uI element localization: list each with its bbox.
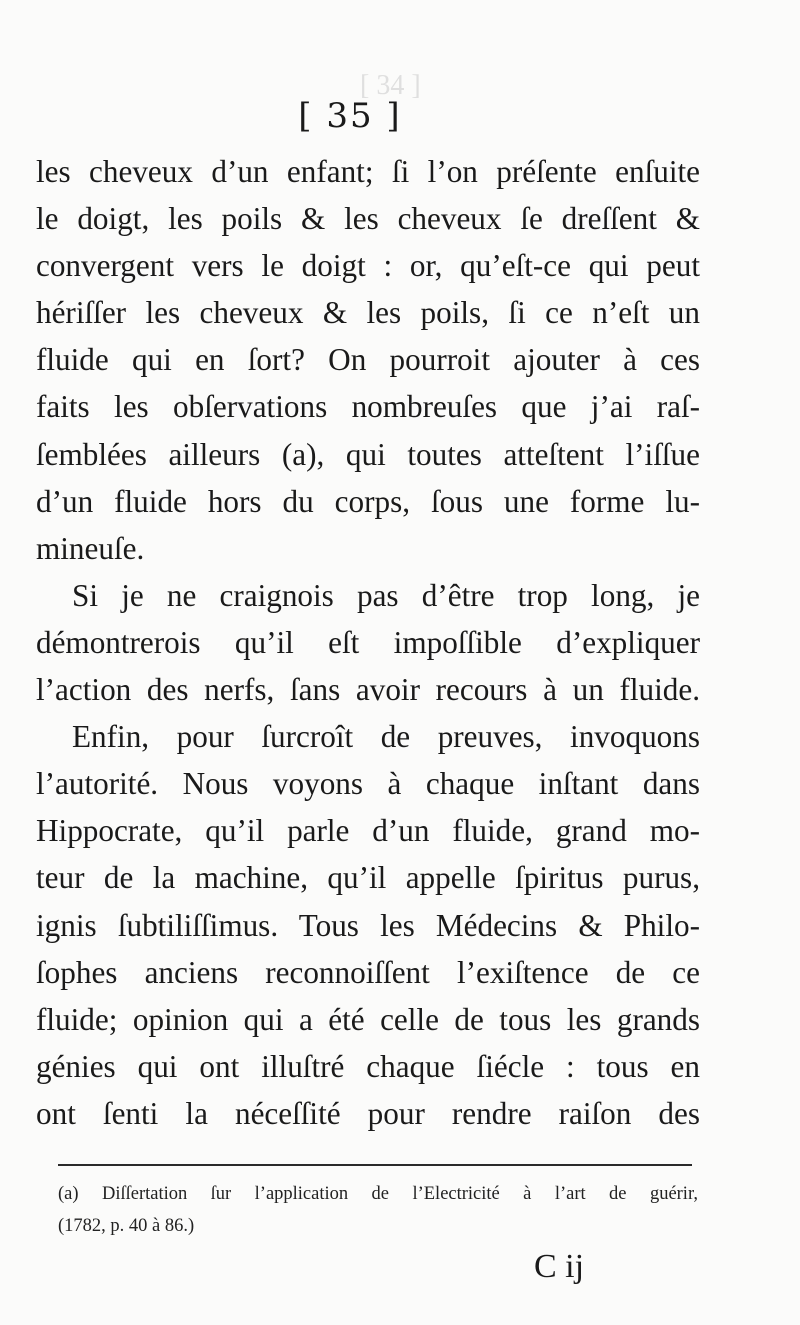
text-line: Si je ne craignois pas d’être trop long, je — [72, 577, 700, 613]
text-line: faits les obſervations nombreuſes que j’ai raſ- — [36, 389, 700, 425]
text-line: fluide; opinion qui a été celle de tous les grands — [36, 1001, 700, 1037]
text-line: le doigt, les poils & les cheveux ſe dreſſent & — [36, 201, 700, 237]
footnote — [58, 1178, 698, 1242]
footnote-line: (1782, p. 40 à 86.) — [58, 1216, 195, 1236]
body-text — [36, 148, 700, 1137]
text-line: teur de la machine, qu’il appelle ſpiritus purus, — [36, 860, 700, 896]
text-line: ſophes anciens reconnoiſſent l’exiſtence de ce — [36, 954, 700, 990]
footnote-divider — [58, 1164, 692, 1166]
bleed-through-text: [ 34 ] — [360, 70, 421, 101]
text-line: mineuſe. — [36, 530, 145, 566]
text-line: ont ſenti la néceſſité pour rendre raiſon des — [36, 1095, 700, 1131]
page-number: [ 35 ] — [298, 96, 402, 136]
text-line: ſemblées ailleurs (a), qui toutes atteſtent l’iſſue — [36, 436, 700, 472]
text-line: ignis ſubtiliſſimus. Tous les Médecins & Philo- — [36, 907, 700, 943]
text-line: démontrerois qu’il eſt impoſſible d’expliquer — [36, 624, 700, 660]
text-line: l’action des nerfs, ſans avoir recours à un fluide. — [36, 672, 700, 708]
signature-mark: C ij — [534, 1248, 585, 1285]
text-line: l’autorité. Nous voyons à chaque inſtant dans — [36, 766, 700, 802]
footnote-line: (a) Diſſertation ſur l’application de l’Electricité à l’art de guérir, — [58, 1184, 698, 1204]
text-line: hériſſer les cheveux & les poils, ſi ce n’eſt un — [36, 295, 700, 331]
text-line: Enfin, pour ſurcroît de preuves, invoquons — [72, 719, 700, 755]
text-line: génies qui ont illuſtré chaque ſiécle : tous en — [36, 1048, 700, 1084]
text-line: d’un fluide hors du corps, ſous une forme lu- — [36, 483, 700, 519]
text-line: les cheveux d’un enfant; ſi l’on préſente enſuite — [36, 154, 700, 189]
text-line: fluide qui en ſort? On pourroit ajouter à ces — [36, 342, 700, 378]
text-line: Hippocrate, qu’il parle d’un fluide, grand mo- — [36, 813, 700, 849]
text-line: convergent vers le doigt : or, qu’eſt-ce qui peut — [36, 248, 700, 284]
